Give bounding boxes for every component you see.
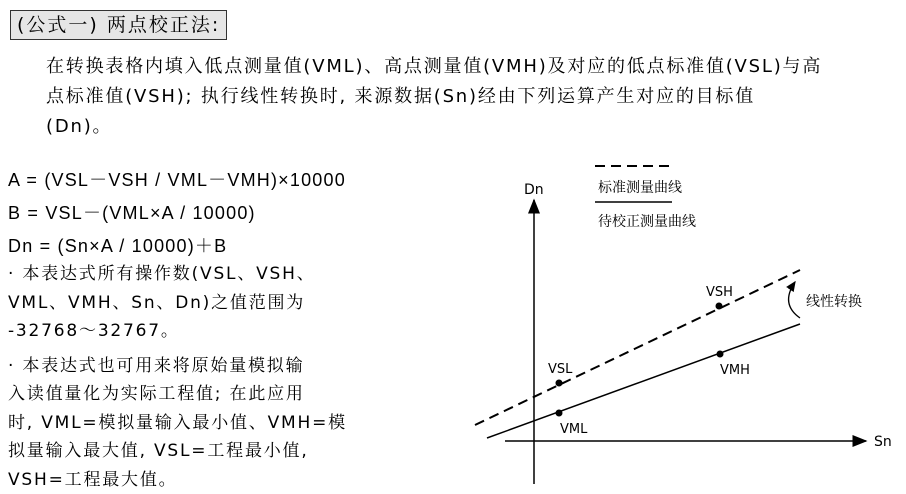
label-vml: VML [560,422,588,437]
conversion-arrow [789,282,800,318]
point-vsl [556,380,563,387]
note-line: 拟量输入最大值, VSL=工程最小值, [8,437,408,466]
note-line: 时, VML=模拟量输入最小值、VMH=模 [8,409,408,438]
formula-dn: Dn = (Sn×A / 10000)＋B [8,230,346,263]
intro-line: (Dn)。 [46,112,891,142]
intro-line: 点标准值(VSH); 执行线性转换时, 来源数据(Sn)经由下列运算产生对应的目标值 [46,82,891,112]
legend-uncalibrated-label: 待校正测量曲线 [598,213,696,230]
note-line: 入读值量化为实际工程值; 在此应用 [8,380,408,409]
label-vsh: VSH [706,285,733,300]
intro-line: 在转换表格内填入低点测量值(VML)、高点测量值(VMH)及对应的低点标准值(VSL)与高 [46,52,891,82]
section-heading: (公式一) 两点校正法: [10,10,227,40]
y-axis-label: Dn [524,182,544,198]
x-axis-label: Sn [874,434,892,450]
formula-a: A = (VSL－VSH / VML－VMH)×10000 [8,164,346,197]
label-vsl: VSL [548,362,573,377]
note-line: · 本表达式所有操作数(VSL、VSH、 [8,260,408,289]
formula-b: B = VSL－(VML×A / 10000) [8,197,346,230]
note-line: -32768～32767。 [8,317,408,346]
note-line: VML、VMH、Sn、Dn)之值范围为 [8,289,408,318]
standard-curve [475,270,800,425]
point-vmh [717,351,724,358]
legend-standard-label: 标准测量曲线 [598,179,682,196]
note-line: VSH=工程最大值。 [8,466,408,494]
point-vml [556,410,563,417]
point-vsh [716,303,723,310]
conversion-annotation: 线性转换 [806,293,862,310]
note-line: · 本表达式也可用来将原始量模拟输 [8,352,408,381]
label-vmh: VMH [720,363,750,378]
